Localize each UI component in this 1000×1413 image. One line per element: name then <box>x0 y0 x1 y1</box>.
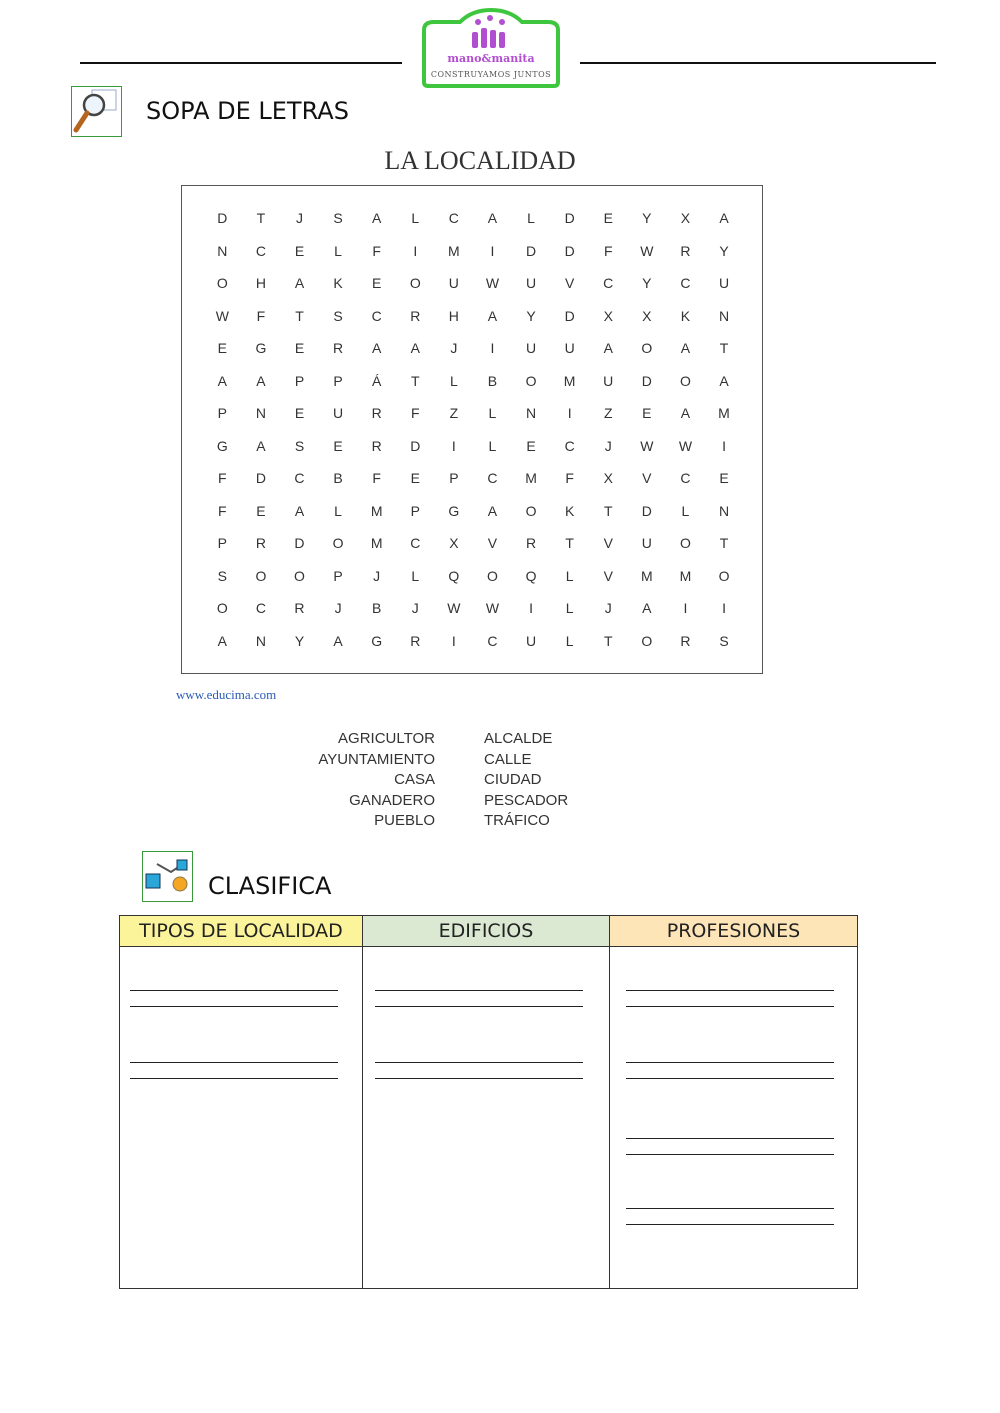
grid-letter[interactable]: I <box>490 242 495 259</box>
grid-letter[interactable]: O <box>525 372 537 389</box>
grid-letter[interactable]: D <box>641 372 652 389</box>
grid-row <box>203 332 743 365</box>
grid-letter[interactable]: W <box>215 307 229 324</box>
grid-letter[interactable]: E <box>294 242 305 259</box>
grid-letter[interactable]: O <box>525 502 537 519</box>
column-edificios <box>363 916 610 1288</box>
grid-letter[interactable]: O <box>409 275 421 292</box>
grid-letter[interactable]: L <box>411 210 420 227</box>
grid-letter[interactable]: E <box>217 340 227 357</box>
grid-letter[interactable]: Y <box>719 242 729 259</box>
grid-letter[interactable]: N <box>718 502 730 519</box>
grid-letter[interactable]: L <box>334 242 342 259</box>
grid-letter[interactable]: T <box>256 210 266 227</box>
word-item: AYUNTAMIENTO <box>318 750 435 768</box>
grid-letter[interactable]: D <box>564 307 575 324</box>
grid-letter[interactable]: U <box>448 275 459 292</box>
grid-letter[interactable]: K <box>680 307 691 324</box>
grid-letter[interactable]: R <box>410 632 421 649</box>
grid-letter[interactable]: A <box>217 372 227 389</box>
grid-letter[interactable]: Z <box>603 405 613 422</box>
grid-letter[interactable]: O <box>679 535 691 552</box>
classify-icon <box>142 851 193 902</box>
grid-letter[interactable]: F <box>218 502 227 519</box>
grid-row <box>203 527 743 560</box>
grid-letter[interactable]: M <box>718 405 730 422</box>
grid-letter[interactable]: A <box>680 405 691 422</box>
grid-letter[interactable]: J <box>373 567 381 584</box>
answer-line[interactable] <box>626 1208 834 1209</box>
grid-letter[interactable]: Y <box>642 275 652 292</box>
grid-letter[interactable]: U <box>525 632 537 649</box>
logo <box>420 8 562 88</box>
logo-tagline: CONSTRUYAMOS JUNTOS <box>430 70 552 79</box>
grid-letter[interactable]: P <box>217 535 227 552</box>
answer-line[interactable] <box>626 990 834 991</box>
grid-letter[interactable]: L <box>565 567 574 584</box>
grid-letter[interactable]: A <box>603 340 613 357</box>
grid-letter[interactable]: C <box>255 600 266 617</box>
grid-letter[interactable]: C <box>294 470 305 487</box>
grid-letter[interactable]: A <box>256 437 266 454</box>
grid-letter[interactable]: G <box>255 340 267 357</box>
grid-letter[interactable]: R <box>294 600 305 617</box>
grid-letter[interactable]: S <box>294 437 305 454</box>
source-link[interactable]: www.educima.com <box>176 687 277 702</box>
grid-letter[interactable]: V <box>603 535 613 552</box>
grid-letter[interactable]: C <box>680 470 691 487</box>
grid-letter[interactable]: F <box>410 405 420 422</box>
grid-row <box>203 397 743 430</box>
grid-row <box>203 462 743 495</box>
grid-letter[interactable]: T <box>603 632 613 649</box>
word-item: PUEBLO <box>374 812 435 829</box>
grid-letter[interactable]: R <box>680 632 691 649</box>
grid-letter[interactable]: A <box>372 340 382 357</box>
grid-row <box>203 202 743 235</box>
grid-letter[interactable]: W <box>678 437 693 454</box>
grid-letter[interactable]: T <box>719 340 729 357</box>
grid-row <box>203 235 743 268</box>
grid-letter[interactable]: R <box>371 437 382 454</box>
word-list-left <box>280 729 435 832</box>
grid-letter[interactable]: F <box>565 470 574 487</box>
grid-letter[interactable]: E <box>410 470 420 487</box>
grid-row <box>203 592 743 625</box>
column-tipos-de-localidad <box>120 916 363 1288</box>
grid-letter[interactable]: D <box>564 210 575 227</box>
grid-letter[interactable]: W <box>447 600 461 617</box>
grid-letter[interactable]: E <box>526 437 536 454</box>
grid-letter[interactable]: U <box>525 340 537 357</box>
grid-letter[interactable]: W <box>640 437 654 454</box>
word-item: PESCADOR <box>484 791 569 809</box>
grid-letter[interactable]: H <box>255 275 266 292</box>
grid-letter[interactable]: I <box>722 600 726 617</box>
grid-letter[interactable]: D <box>410 437 421 454</box>
answer-line[interactable] <box>130 1006 338 1007</box>
grid-row <box>203 495 743 528</box>
answer-line[interactable] <box>375 1062 583 1063</box>
grid-letter[interactable]: G <box>216 437 228 454</box>
logo-brand: mano&manita <box>447 52 535 65</box>
section-title-word-search: SOPA DE LETRAS <box>146 97 349 125</box>
grid-letter[interactable]: S <box>217 567 227 584</box>
grid-letter[interactable]: J <box>411 600 419 617</box>
grid-letter[interactable]: I <box>451 632 456 649</box>
grid-letter[interactable]: A <box>642 600 652 617</box>
grid-letter[interactable]: E <box>256 502 266 519</box>
grid-letter[interactable]: C <box>487 632 498 649</box>
column-header: PROFESIONES <box>610 916 857 947</box>
grid-letter[interactable]: R <box>410 307 421 324</box>
grid-letter[interactable]: T <box>719 535 729 552</box>
grid-letter[interactable]: L <box>488 437 497 454</box>
grid-letter[interactable]: F <box>218 470 227 487</box>
grid-letter[interactable]: Á <box>372 372 382 389</box>
grid-letter[interactable]: A <box>294 502 305 519</box>
grid-letter[interactable]: I <box>529 600 533 617</box>
grid-letter[interactable]: M <box>640 567 653 584</box>
grid-letter[interactable]: C <box>487 470 498 487</box>
header-rule-right <box>580 62 936 64</box>
grid-letter[interactable]: I <box>490 340 495 357</box>
grid-row <box>203 267 743 300</box>
grid-letter[interactable]: E <box>372 275 382 292</box>
grid-letter[interactable]: K <box>333 275 343 292</box>
grid-letter[interactable]: X <box>642 307 652 324</box>
grid-letter[interactable]: A <box>256 372 266 389</box>
grid-letter[interactable]: D <box>525 242 537 259</box>
grid-letter[interactable]: O <box>255 567 267 584</box>
grid-letter[interactable]: R <box>525 535 537 552</box>
grid-letter[interactable]: W <box>485 275 500 292</box>
column-header: EDIFICIOS <box>363 916 609 947</box>
grid-letter[interactable]: I <box>567 405 572 422</box>
grid-letter[interactable]: A <box>719 372 729 389</box>
grid-row <box>203 365 743 398</box>
grid-letter[interactable]: C <box>410 535 421 552</box>
word-list-right <box>484 729 644 832</box>
grid-letter[interactable]: U <box>718 275 730 292</box>
column-profesiones <box>610 916 857 1288</box>
grid-letter[interactable]: W <box>640 242 654 259</box>
word-search-title: LA LOCALIDAD <box>384 146 576 175</box>
grid-row <box>203 625 743 658</box>
grid-letter[interactable]: M <box>563 372 576 389</box>
grid-letter[interactable]: F <box>372 470 381 487</box>
grid-letter[interactable]: D <box>564 242 575 259</box>
grid-letter[interactable]: D <box>217 210 228 227</box>
grid-row <box>203 560 743 593</box>
grid-letter[interactable]: N <box>255 405 266 422</box>
grid-letter[interactable]: I <box>413 242 418 259</box>
grid-letter[interactable]: D <box>294 535 305 552</box>
grid-letter[interactable]: Y <box>642 210 652 227</box>
grid-letter[interactable]: Y <box>526 307 536 324</box>
grid-letter[interactable]: L <box>565 600 574 617</box>
grid-letter[interactable]: I <box>451 437 456 454</box>
grid-letter[interactable]: N <box>255 632 266 649</box>
grid-letter[interactable]: X <box>603 470 613 487</box>
grid-letter[interactable]: X <box>680 210 691 227</box>
grid-letter[interactable]: N <box>718 307 730 324</box>
grid-letter[interactable]: Q <box>448 567 460 584</box>
grid-letter[interactable]: V <box>487 535 498 552</box>
grid-letter[interactable]: G <box>371 632 383 649</box>
grid-letter[interactable]: V <box>642 470 652 487</box>
grid-letter[interactable]: V <box>564 275 575 292</box>
grid-letter[interactable]: J <box>334 600 342 617</box>
grid-letter[interactable]: T <box>565 535 574 552</box>
grid-letter[interactable]: L <box>681 502 690 519</box>
grid-letter[interactable]: P <box>217 405 227 422</box>
answer-line[interactable] <box>626 1006 834 1007</box>
answer-line[interactable] <box>130 1078 338 1079</box>
grid-letter[interactable]: E <box>333 437 343 454</box>
answer-line[interactable] <box>375 990 583 991</box>
grid-letter[interactable]: B <box>487 372 498 389</box>
grid-letter[interactable]: C <box>680 275 691 292</box>
word-item: CALLE <box>484 750 532 768</box>
grid-letter[interactable]: O <box>487 567 498 584</box>
grid-letter[interactable]: R <box>371 405 382 422</box>
grid-letter[interactable]: S <box>719 632 729 649</box>
grid-row <box>203 430 743 463</box>
grid-letter[interactable]: B <box>372 600 382 617</box>
grid-letter[interactable]: O <box>718 567 730 584</box>
grid-letter[interactable]: O <box>332 535 344 552</box>
word-item: AGRICULTOR <box>338 730 435 747</box>
grid-letter[interactable]: J <box>604 600 612 617</box>
grid-letter[interactable]: E <box>603 210 613 227</box>
answer-line[interactable] <box>130 1062 338 1063</box>
section-title-classify: CLASIFICA <box>208 872 332 900</box>
grid-letter[interactable]: S <box>333 307 343 324</box>
grid-letter[interactable]: I <box>722 437 726 454</box>
grid-letter[interactable]: W <box>485 600 500 617</box>
word-item: CASA <box>394 771 435 788</box>
grid-letter[interactable]: M <box>370 502 383 519</box>
word-item: TRÁFICO <box>484 812 550 829</box>
grid-letter[interactable]: A <box>487 210 498 227</box>
header-rule-left <box>80 62 402 64</box>
grid-letter[interactable]: O <box>216 275 228 292</box>
answer-line[interactable] <box>626 1154 834 1155</box>
answer-line[interactable] <box>375 1078 583 1079</box>
grid-letter[interactable]: T <box>295 307 304 324</box>
grid-letter[interactable]: F <box>603 242 613 259</box>
grid-letter[interactable]: Q <box>525 567 537 584</box>
grid-letter[interactable]: A <box>487 307 498 324</box>
grid-letter[interactable]: H <box>448 307 459 324</box>
grid-letter[interactable]: D <box>641 502 652 519</box>
grid-letter[interactable]: P <box>333 567 343 584</box>
answer-line[interactable] <box>130 990 338 991</box>
grid-letter[interactable]: B <box>333 470 343 487</box>
grid-letter[interactable]: P <box>410 502 420 519</box>
grid-letter[interactable]: O <box>216 600 228 617</box>
grid-letter[interactable]: J <box>450 340 458 357</box>
grid-letter[interactable]: R <box>680 242 691 259</box>
grid-letter[interactable]: O <box>294 567 305 584</box>
grid-letter[interactable]: O <box>641 632 653 649</box>
grid-letter[interactable]: L <box>411 567 420 584</box>
word-item: CIUDAD <box>484 771 542 788</box>
grid-letter[interactable]: E <box>642 405 652 422</box>
grid-letter[interactable]: A <box>294 275 305 292</box>
answer-line[interactable] <box>626 1224 834 1225</box>
grid-letter[interactable]: F <box>256 307 266 324</box>
grid-letter[interactable]: I <box>683 600 688 617</box>
grid-letter[interactable]: M <box>525 470 537 487</box>
grid-letter[interactable]: C <box>255 242 266 259</box>
grid-letter[interactable]: G <box>448 502 460 519</box>
grid-letter[interactable]: C <box>448 210 459 227</box>
magnifier-icon <box>71 86 122 137</box>
grid-letter[interactable]: P <box>333 372 343 389</box>
grid-letter[interactable]: P <box>449 470 459 487</box>
grid-letter[interactable]: O <box>641 340 653 357</box>
grid-letter[interactable]: C <box>564 437 575 454</box>
classify-table <box>119 915 858 1289</box>
grid-letter[interactable]: E <box>719 470 729 487</box>
grid-letter[interactable]: N <box>217 242 228 259</box>
grid-letter[interactable]: A <box>719 210 729 227</box>
grid-letter[interactable]: R <box>255 535 266 552</box>
grid-letter[interactable]: K <box>564 502 575 519</box>
grid-letter[interactable]: L <box>565 632 574 649</box>
grid-letter[interactable]: L <box>334 502 342 519</box>
grid-letter[interactable]: A <box>410 340 420 357</box>
grid-letter[interactable]: L <box>449 372 458 389</box>
grid-letter[interactable]: J <box>604 437 612 454</box>
grid-letter[interactable]: D <box>255 470 266 487</box>
word-item: GANADERO <box>349 791 435 809</box>
grid-letter[interactable]: X <box>603 307 613 324</box>
grid-letter[interactable]: O <box>679 372 691 389</box>
grid-letter[interactable]: A <box>372 210 382 227</box>
grid-letter[interactable]: U <box>564 340 575 357</box>
grid-letter[interactable]: F <box>372 242 381 259</box>
grid-letter[interactable]: R <box>333 340 344 357</box>
letter-grid <box>203 202 743 657</box>
grid-letter[interactable]: A <box>680 340 691 357</box>
grid-letter[interactable]: J <box>295 210 303 227</box>
grid-letter[interactable]: Z <box>449 405 459 422</box>
grid-letter[interactable]: S <box>333 210 343 227</box>
grid-letter[interactable]: U <box>641 535 652 552</box>
grid-letter[interactable]: Y <box>294 632 305 649</box>
grid-letter[interactable]: L <box>488 405 497 422</box>
word-search-grid <box>181 185 763 674</box>
grid-letter[interactable]: M <box>679 567 692 584</box>
grid-letter[interactable]: A <box>217 632 227 649</box>
grid-letter[interactable]: P <box>294 372 305 389</box>
answer-line[interactable] <box>626 1062 834 1063</box>
answer-line[interactable] <box>626 1138 834 1139</box>
grid-letter[interactable]: E <box>294 340 305 357</box>
column-header: TIPOS DE LOCALIDAD <box>120 916 362 947</box>
grid-letter[interactable]: M <box>448 242 460 259</box>
grid-letter[interactable]: T <box>603 502 613 519</box>
word-item: ALCALDE <box>484 730 553 747</box>
grid-letter[interactable]: C <box>371 307 382 324</box>
grid-letter[interactable]: U <box>603 372 614 389</box>
grid-letter[interactable]: A <box>333 632 343 649</box>
grid-letter[interactable]: T <box>410 372 420 389</box>
grid-letter[interactable]: E <box>294 405 305 422</box>
answer-line[interactable] <box>375 1006 583 1007</box>
grid-letter[interactable]: N <box>525 405 537 422</box>
grid-letter[interactable]: U <box>525 275 537 292</box>
grid-row <box>203 300 743 333</box>
grid-letter[interactable]: M <box>370 535 383 552</box>
grid-letter[interactable]: U <box>333 405 344 422</box>
grid-letter[interactable]: A <box>487 502 498 519</box>
grid-letter[interactable]: X <box>449 535 459 552</box>
grid-letter[interactable]: L <box>527 210 535 227</box>
grid-letter[interactable]: C <box>603 275 614 292</box>
answer-line[interactable] <box>626 1078 834 1079</box>
grid-letter[interactable]: V <box>603 567 613 584</box>
